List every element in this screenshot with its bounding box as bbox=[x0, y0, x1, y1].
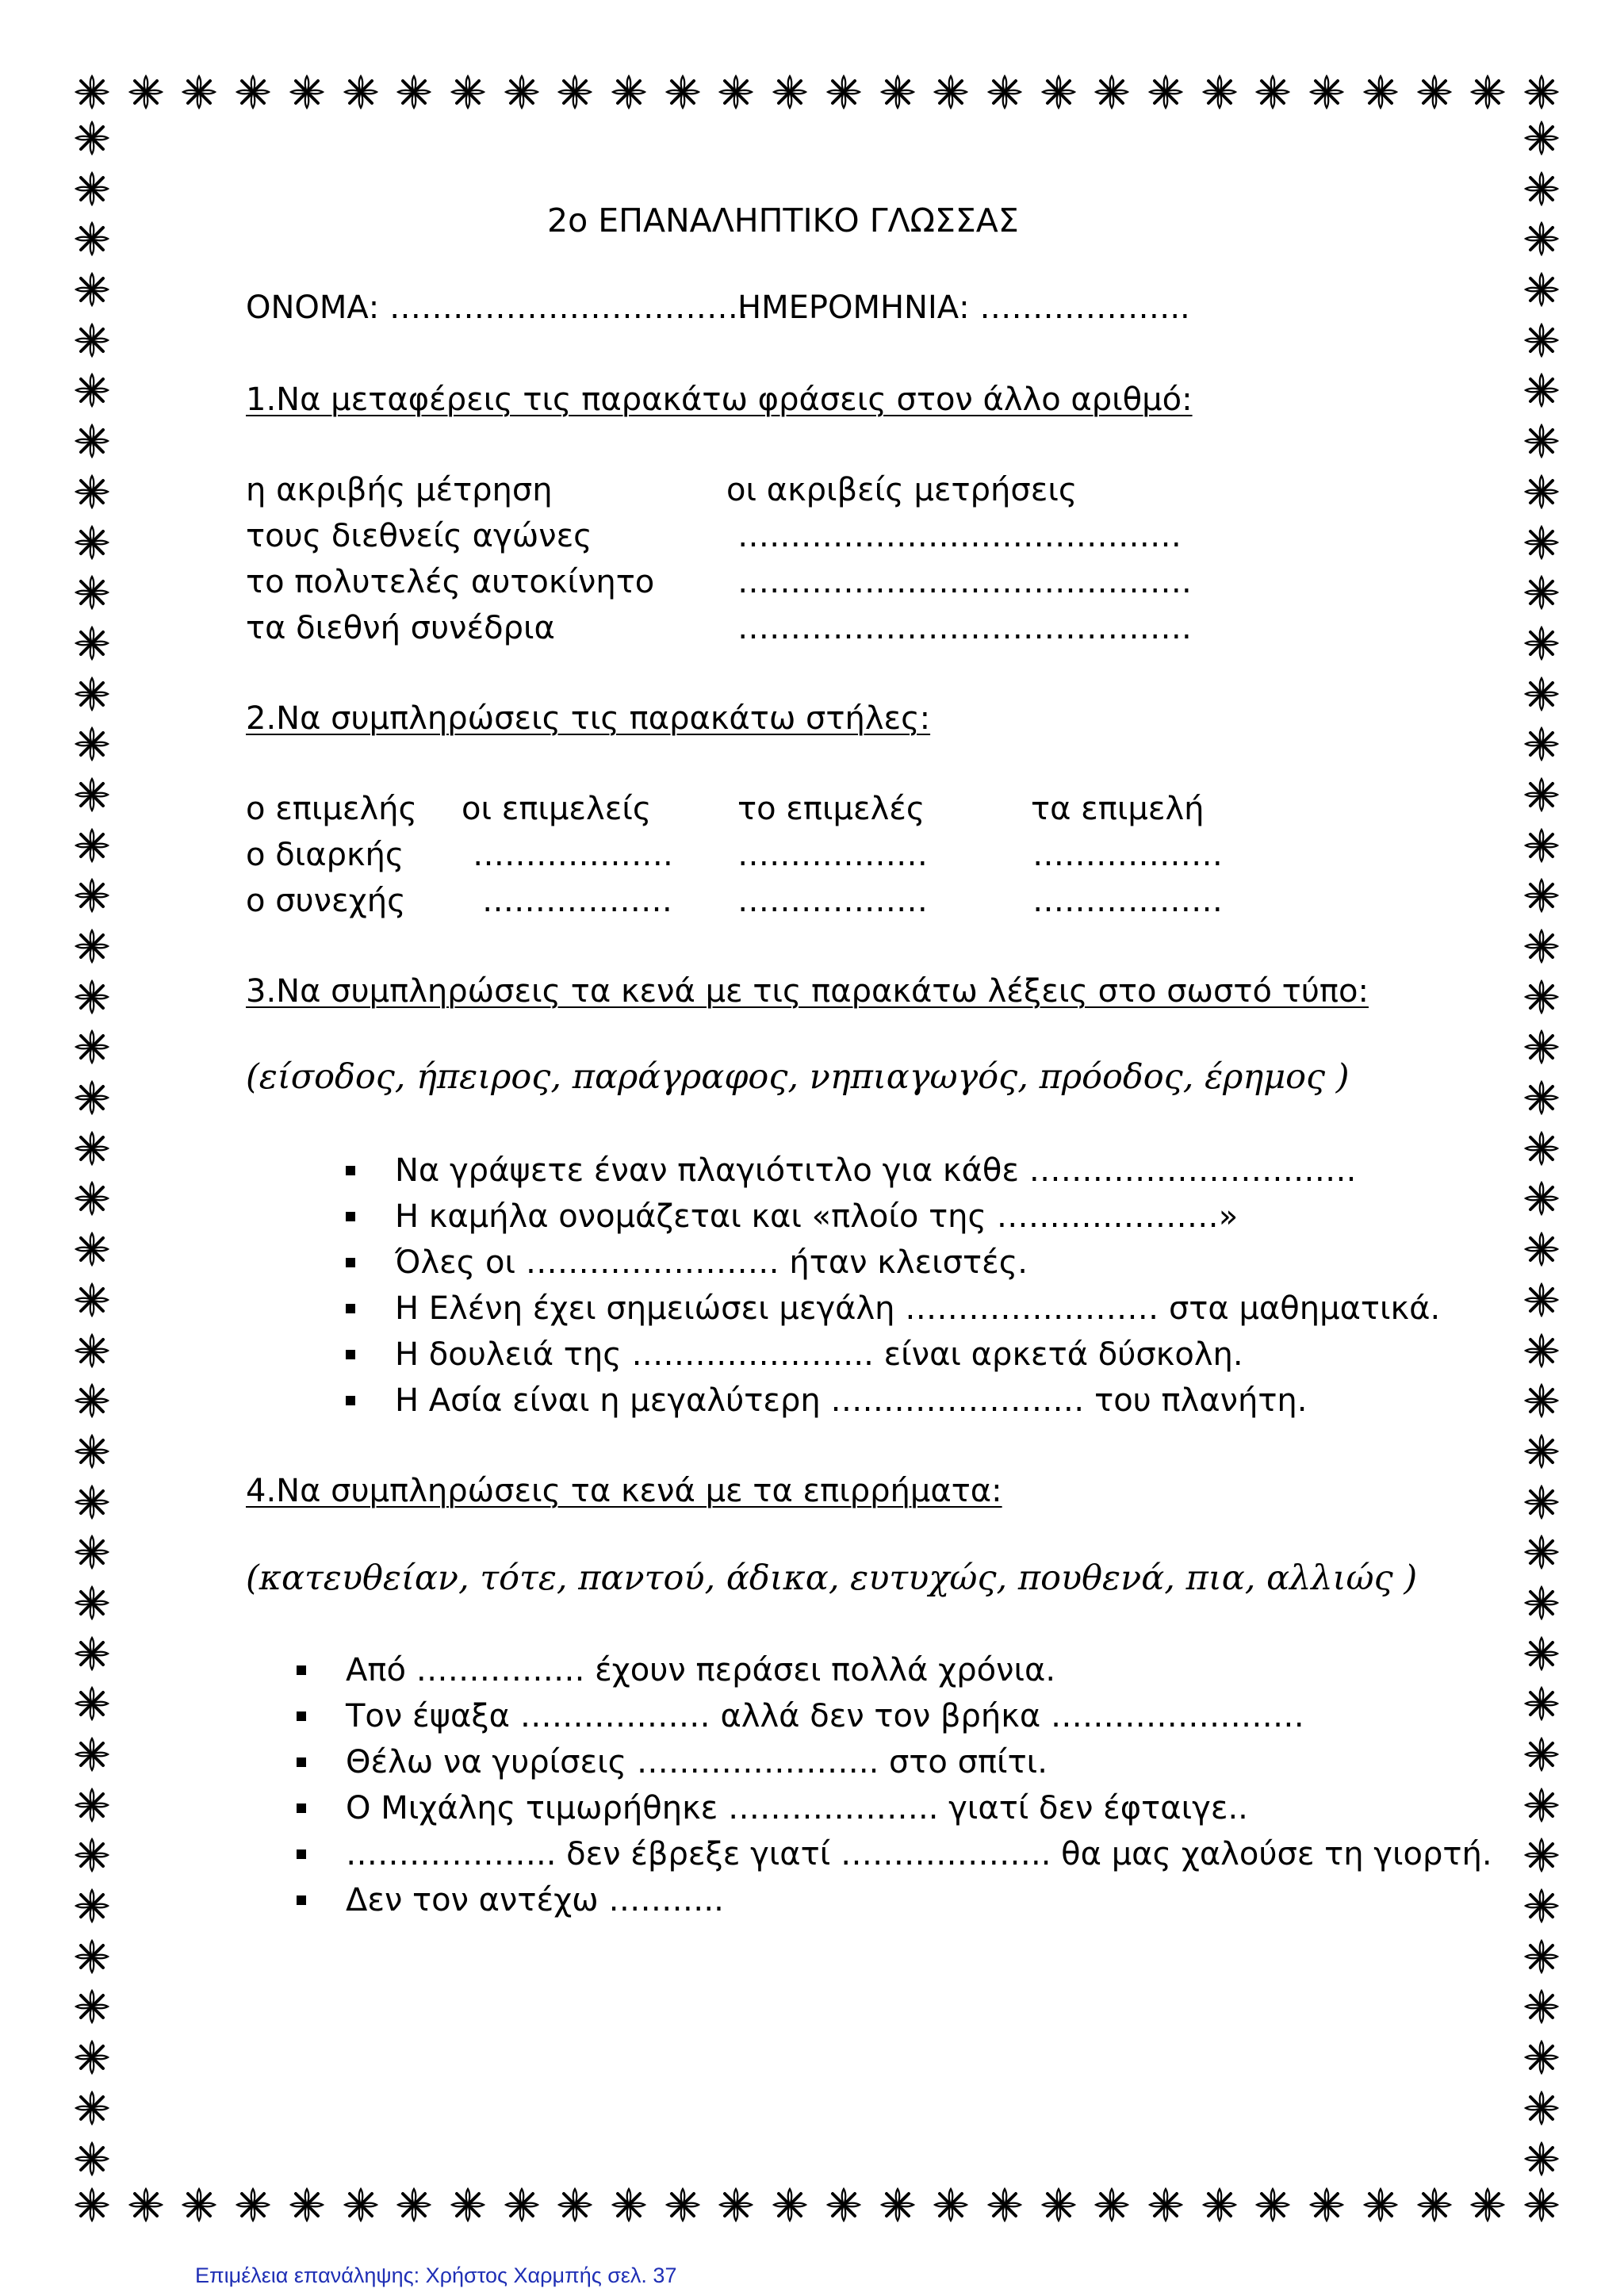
eight-point-asterisk-icon bbox=[288, 73, 326, 111]
eight-point-asterisk-icon bbox=[73, 1129, 111, 1167]
eight-point-asterisk-icon bbox=[1469, 73, 1507, 111]
ex3-item-4: Η Ελένη έχει σημειώσει μεγάλη …………………… στα μαθηματικά. bbox=[395, 1290, 1441, 1327]
eight-point-asterisk-icon bbox=[342, 73, 380, 111]
eight-point-asterisk-icon bbox=[73, 1179, 111, 1217]
eight-point-asterisk-icon bbox=[1201, 73, 1239, 111]
bullet-icon bbox=[346, 1304, 355, 1313]
eight-point-asterisk-icon bbox=[395, 73, 433, 111]
eight-point-asterisk-icon bbox=[556, 73, 594, 111]
eight-point-asterisk-icon bbox=[1522, 1382, 1561, 1420]
ex2-row-1-col-2: οι επιμελείς bbox=[462, 791, 652, 827]
eight-point-asterisk-icon bbox=[610, 73, 648, 111]
eight-point-asterisk-icon bbox=[73, 2089, 111, 2127]
eight-point-asterisk-icon bbox=[1522, 1786, 1561, 1824]
bullet-icon bbox=[297, 1803, 306, 1813]
eight-point-asterisk-icon bbox=[288, 2186, 326, 2224]
bullet-icon bbox=[346, 1212, 355, 1221]
eight-point-asterisk-icon bbox=[1522, 1635, 1561, 1673]
eight-point-asterisk-icon bbox=[127, 2186, 165, 2224]
eight-point-asterisk-icon bbox=[73, 1281, 111, 1319]
bullet-icon bbox=[297, 1665, 306, 1675]
ex1-row-4-col-2: ……………………………………. bbox=[737, 610, 1192, 646]
exercise-2-heading: 2.Να συμπληρώσεις τις παρακάτω στήλες: bbox=[246, 700, 931, 737]
eight-point-asterisk-icon bbox=[73, 675, 111, 713]
eight-point-asterisk-icon bbox=[1522, 927, 1561, 965]
eight-point-asterisk-icon bbox=[73, 270, 111, 309]
eight-point-asterisk-icon bbox=[73, 1887, 111, 1925]
eight-point-asterisk-icon bbox=[503, 2186, 541, 2224]
eight-point-asterisk-icon bbox=[1522, 978, 1561, 1016]
eight-point-asterisk-icon bbox=[73, 725, 111, 763]
eight-point-asterisk-icon bbox=[73, 624, 111, 662]
eight-point-asterisk-icon bbox=[1522, 1584, 1561, 1622]
eight-point-asterisk-icon bbox=[1522, 270, 1561, 309]
eight-point-asterisk-icon bbox=[1040, 2186, 1078, 2224]
ex2-row-1-col-1: ο επιμελής bbox=[246, 791, 417, 827]
eight-point-asterisk-icon bbox=[1522, 1483, 1561, 1521]
ex4-item-4: Ο Μιχάλης τιμωρήθηκε ……………….. γιατί δεν έφταιγε.. bbox=[346, 1790, 1248, 1826]
ex2-row-3-col-3: ……………… bbox=[737, 883, 928, 919]
ex2-row-2-col-3: ……………… bbox=[737, 837, 928, 873]
eight-point-asterisk-icon bbox=[610, 2186, 648, 2224]
eight-point-asterisk-icon bbox=[1522, 1230, 1561, 1268]
ex2-row-1-col-3: το επιμελές bbox=[737, 791, 925, 827]
eight-point-asterisk-icon bbox=[73, 1332, 111, 1370]
eight-point-asterisk-icon bbox=[73, 927, 111, 965]
eight-point-asterisk-icon bbox=[1201, 2186, 1239, 2224]
eight-point-asterisk-icon bbox=[73, 876, 111, 914]
eight-point-asterisk-icon bbox=[73, 1987, 111, 2026]
eight-point-asterisk-icon bbox=[180, 73, 218, 111]
eight-point-asterisk-icon bbox=[1415, 73, 1454, 111]
ex1-row-2-col-2: …………………………………… bbox=[737, 518, 1182, 554]
eight-point-asterisk-icon bbox=[932, 73, 970, 111]
eight-point-asterisk-icon bbox=[73, 1786, 111, 1824]
eight-point-asterisk-icon bbox=[73, 1028, 111, 1066]
ex2-row-2-col-2: ………………. bbox=[473, 837, 673, 873]
eight-point-asterisk-icon bbox=[825, 73, 863, 111]
bullet-icon bbox=[346, 1396, 355, 1405]
eight-point-asterisk-icon bbox=[395, 2186, 433, 2224]
eight-point-asterisk-icon bbox=[717, 73, 755, 111]
ex2-row-2-col-1: ο διαρκής bbox=[246, 837, 404, 873]
eight-point-asterisk-icon bbox=[1308, 73, 1346, 111]
exercise-1-heading: 1.Να μεταφέρεις τις παρακάτω φράσεις στον άλλο αριθμό: bbox=[246, 381, 1193, 418]
eight-point-asterisk-icon bbox=[73, 73, 111, 111]
ex3-item-6: Η Ασία είναι η μεγαλύτερη …………………… του πλανήτη. bbox=[395, 1382, 1308, 1419]
exercise-3-word-bank: (είσοδος, ήπειρος, παράγραφος, νηπιαγωγός, πρόοδος, έρημος ) bbox=[246, 1057, 1350, 1097]
eight-point-asterisk-icon bbox=[1522, 1281, 1561, 1319]
eight-point-asterisk-icon bbox=[1469, 2186, 1507, 2224]
ex1-row-1-col-2: οι ακριβείς μετρήσεις bbox=[726, 472, 1078, 508]
ex2-row-3-col-1: ο συνεχής bbox=[246, 883, 406, 919]
eight-point-asterisk-icon bbox=[879, 73, 917, 111]
eight-point-asterisk-icon bbox=[1362, 73, 1400, 111]
eight-point-asterisk-icon bbox=[1522, 422, 1561, 460]
eight-point-asterisk-icon bbox=[825, 2186, 863, 2224]
eight-point-asterisk-icon bbox=[1522, 2089, 1561, 2127]
eight-point-asterisk-icon bbox=[1522, 876, 1561, 914]
eight-point-asterisk-icon bbox=[986, 2186, 1024, 2224]
eight-point-asterisk-icon bbox=[1522, 776, 1561, 814]
eight-point-asterisk-icon bbox=[73, 1432, 111, 1470]
ex3-item-1: Να γράψετε έναν πλαγιότιτλο για κάθε …………………………. bbox=[395, 1152, 1357, 1189]
eight-point-asterisk-icon bbox=[73, 1533, 111, 1571]
eight-point-asterisk-icon bbox=[449, 73, 487, 111]
eight-point-asterisk-icon bbox=[556, 2186, 594, 2224]
eight-point-asterisk-icon bbox=[771, 2186, 809, 2224]
eight-point-asterisk-icon bbox=[73, 2038, 111, 2076]
ex1-row-4-col-1: τα διεθνή συνέδρια bbox=[246, 610, 555, 646]
eight-point-asterisk-icon bbox=[1093, 2186, 1131, 2224]
eight-point-asterisk-icon bbox=[1522, 1432, 1561, 1470]
eight-point-asterisk-icon bbox=[73, 573, 111, 611]
eight-point-asterisk-icon bbox=[73, 1079, 111, 1117]
eight-point-asterisk-icon bbox=[1522, 1735, 1561, 1773]
bullet-icon bbox=[346, 1350, 355, 1359]
eight-point-asterisk-icon bbox=[73, 523, 111, 562]
eight-point-asterisk-icon bbox=[73, 422, 111, 460]
eight-point-asterisk-icon bbox=[1522, 2038, 1561, 2076]
exercise-3-heading: 3.Να συμπληρώσεις τα κενά με τις παρακάτω λέξεις στο σωστό τύπο: bbox=[246, 973, 1369, 1010]
eight-point-asterisk-icon bbox=[1522, 1887, 1561, 1925]
eight-point-asterisk-icon bbox=[73, 119, 111, 157]
eight-point-asterisk-icon bbox=[1522, 725, 1561, 763]
eight-point-asterisk-icon bbox=[1522, 624, 1561, 662]
ex3-item-2: Η καμήλα ονομάζεται και «πλοίο της …………………» bbox=[395, 1198, 1239, 1235]
eight-point-asterisk-icon bbox=[73, 2186, 111, 2224]
ex2-row-2-col-4: ……………… bbox=[1032, 837, 1223, 873]
eight-point-asterisk-icon bbox=[932, 2186, 970, 2224]
border-right bbox=[1522, 119, 1561, 2178]
eight-point-asterisk-icon bbox=[73, 321, 111, 359]
ex4-item-5: ……………….. δεν έβρεξε γιατί ……………….. θα μας χαλούσε τη γιορτή. bbox=[346, 1836, 1492, 1872]
bullet-icon bbox=[297, 1849, 306, 1859]
border-bottom bbox=[73, 2186, 1561, 2224]
eight-point-asterisk-icon bbox=[73, 1735, 111, 1773]
exercise-4-word-bank: (κατευθείαν, τότε, παντού, άδικα, ευτυχώς, πουθενά, πια, αλλιώς ) bbox=[246, 1558, 1418, 1598]
eight-point-asterisk-icon bbox=[1522, 473, 1561, 511]
eight-point-asterisk-icon bbox=[73, 371, 111, 409]
eight-point-asterisk-icon bbox=[771, 73, 809, 111]
eight-point-asterisk-icon bbox=[879, 2186, 917, 2224]
page-title: 2ο ΕΠΑΝΑΛΗΠΤΙΚΟ ΓΛΩΣΣΑΣ bbox=[547, 201, 1019, 240]
eight-point-asterisk-icon bbox=[1522, 1685, 1561, 1723]
ex3-item-3: Όλες οι …………………… ήταν κλειστές. bbox=[395, 1244, 1028, 1281]
bullet-icon bbox=[346, 1166, 355, 1175]
eight-point-asterisk-icon bbox=[1522, 1079, 1561, 1117]
eight-point-asterisk-icon bbox=[1147, 73, 1185, 111]
eight-point-asterisk-icon bbox=[1522, 675, 1561, 713]
eight-point-asterisk-icon bbox=[342, 2186, 380, 2224]
eight-point-asterisk-icon bbox=[986, 73, 1024, 111]
eight-point-asterisk-icon bbox=[1522, 1938, 1561, 1976]
eight-point-asterisk-icon bbox=[1415, 2186, 1454, 2224]
eight-point-asterisk-icon bbox=[73, 1483, 111, 1521]
eight-point-asterisk-icon bbox=[73, 1836, 111, 1874]
eight-point-asterisk-icon bbox=[73, 473, 111, 511]
eight-point-asterisk-icon bbox=[1522, 573, 1561, 611]
eight-point-asterisk-icon bbox=[664, 73, 702, 111]
page-footer: Επιμέλεια επανάληψης: Χρήστος Χαρμπής σελ. 37 bbox=[195, 2263, 677, 2287]
eight-point-asterisk-icon bbox=[1522, 1028, 1561, 1066]
exercise-4-heading: 4.Να συμπληρώσεις τα κενά με τα επιρρήματα: bbox=[246, 1473, 1002, 1509]
eight-point-asterisk-icon bbox=[73, 1584, 111, 1622]
eight-point-asterisk-icon bbox=[73, 826, 111, 864]
eight-point-asterisk-icon bbox=[1522, 1987, 1561, 2026]
ex3-item-5: Η δουλειά της ………………….. είναι αρκετά δύσκολη. bbox=[395, 1336, 1243, 1373]
eight-point-asterisk-icon bbox=[1522, 220, 1561, 258]
eight-point-asterisk-icon bbox=[234, 73, 272, 111]
eight-point-asterisk-icon bbox=[1362, 2186, 1400, 2224]
eight-point-asterisk-icon bbox=[1522, 371, 1561, 409]
ex1-row-3-col-2: ……………………………………. bbox=[737, 564, 1192, 600]
border-top bbox=[73, 73, 1561, 111]
eight-point-asterisk-icon bbox=[1147, 2186, 1185, 2224]
eight-point-asterisk-icon bbox=[73, 776, 111, 814]
ex4-item-2: Τον έψαξα ……………… αλλά δεν τον βρήκα …………………… bbox=[346, 1698, 1304, 1734]
eight-point-asterisk-icon bbox=[1522, 1533, 1561, 1571]
ex4-item-3: Θέλω να γυρίσεις ………………….. στο σπίτι. bbox=[346, 1744, 1048, 1780]
eight-point-asterisk-icon bbox=[1308, 2186, 1346, 2224]
eight-point-asterisk-icon bbox=[1093, 73, 1131, 111]
eight-point-asterisk-icon bbox=[127, 73, 165, 111]
eight-point-asterisk-icon bbox=[234, 2186, 272, 2224]
eight-point-asterisk-icon bbox=[1522, 1129, 1561, 1167]
eight-point-asterisk-icon bbox=[1522, 119, 1561, 157]
ex4-item-1: Από ……………. έχουν περάσει πολλά χρόνια. bbox=[346, 1652, 1056, 1688]
eight-point-asterisk-icon bbox=[1522, 1332, 1561, 1370]
ex2-row-3-col-4: ……………… bbox=[1032, 883, 1223, 919]
eight-point-asterisk-icon bbox=[664, 2186, 702, 2224]
eight-point-asterisk-icon bbox=[1254, 2186, 1292, 2224]
eight-point-asterisk-icon bbox=[1040, 73, 1078, 111]
bullet-icon bbox=[297, 1711, 306, 1721]
eight-point-asterisk-icon bbox=[1522, 1836, 1561, 1874]
border-left bbox=[73, 119, 111, 2178]
eight-point-asterisk-icon bbox=[180, 2186, 218, 2224]
eight-point-asterisk-icon bbox=[73, 1230, 111, 1268]
date-field-label: ΗΜΕΡΟΜΗΝΙΑ: ……………….. bbox=[737, 289, 1190, 326]
eight-point-asterisk-icon bbox=[73, 978, 111, 1016]
eight-point-asterisk-icon bbox=[503, 73, 541, 111]
ex2-row-1-col-4: τα επιμελή bbox=[1031, 791, 1205, 827]
bullet-icon bbox=[297, 1757, 306, 1767]
eight-point-asterisk-icon bbox=[449, 2186, 487, 2224]
eight-point-asterisk-icon bbox=[73, 1635, 111, 1673]
eight-point-asterisk-icon bbox=[1522, 2140, 1561, 2178]
name-field-label: ΟΝΟΜΑ: ……………………………. bbox=[246, 289, 749, 326]
eight-point-asterisk-icon bbox=[1522, 321, 1561, 359]
eight-point-asterisk-icon bbox=[73, 1382, 111, 1420]
bullet-icon bbox=[346, 1258, 355, 1267]
eight-point-asterisk-icon bbox=[717, 2186, 755, 2224]
ex1-row-1-col-1: η ακριβής μέτρηση bbox=[246, 472, 553, 508]
eight-point-asterisk-icon bbox=[73, 220, 111, 258]
eight-point-asterisk-icon bbox=[1522, 1179, 1561, 1217]
eight-point-asterisk-icon bbox=[73, 1685, 111, 1723]
ex1-row-2-col-1: τους διεθνείς αγώνες bbox=[246, 518, 592, 554]
eight-point-asterisk-icon bbox=[1522, 523, 1561, 562]
eight-point-asterisk-icon bbox=[73, 2140, 111, 2178]
eight-point-asterisk-icon bbox=[1522, 2186, 1561, 2224]
eight-point-asterisk-icon bbox=[73, 170, 111, 208]
eight-point-asterisk-icon bbox=[1522, 826, 1561, 864]
eight-point-asterisk-icon bbox=[73, 1938, 111, 1976]
ex2-row-3-col-2: ……………… bbox=[482, 883, 672, 919]
bullet-icon bbox=[297, 1895, 306, 1905]
eight-point-asterisk-icon bbox=[1522, 170, 1561, 208]
eight-point-asterisk-icon bbox=[1254, 73, 1292, 111]
ex4-item-6: Δεν τον αντέχω ……….. bbox=[346, 1882, 724, 1918]
ex1-row-3-col-1: το πολυτελές αυτοκίνητο bbox=[246, 564, 655, 600]
eight-point-asterisk-icon bbox=[1522, 73, 1561, 111]
